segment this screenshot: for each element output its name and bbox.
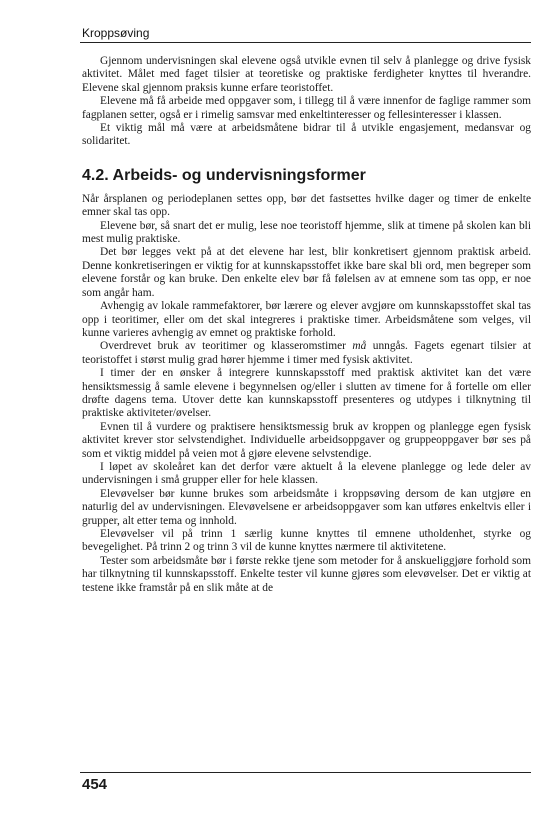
intro-paragraph-1: Gjennom undervisningen skal elevene også utvikle evnen til selv å planlegge og drive fysisk aktivitet. Målet med faget tilsier at teoretiske og praktiske ferdigheter knyttes til hverandre. Elevene skal gjennom praksis kunne erfare teoristoffet. (82, 55, 531, 94)
section-heading: 4.2. Arbeids- og undervisningsformer (82, 166, 366, 184)
footer-rule (80, 772, 531, 773)
section-paragraph-10: Elevøvelser vil på trinn 1 særlig kunne knyttes til emnene utholdenhet, styrke og bevegelighet. På trinn 2 og trinn 3 vil de kunne knyttes nærmere til aktivitetene. (82, 528, 531, 554)
emph-before: Overdrevet bruk av teoritimer og klasseromstimer (100, 340, 353, 353)
section-paragraph-4: Avhengig av lokale rammefaktorer, bør lærere og elever avgjøre om kunnskapsstoffet skal tas opp i teoritimer, eller om det skal integreres i praktiske timer. Arbeidsmåtene som velges, vil kunne varieres avhengig av emnet og praktiske forhold. (82, 300, 531, 339)
section-paragraph-9: Elevøvelser bør kunne brukes som arbeidsmåte i kroppsøving dersom de kan utgjøre en naturlig del av undervisningen. Elevøvelsene er arbeidsoppgaver som kan utføres enkeltvis eller i grupper, alt etter tema og innhold. (82, 487, 531, 527)
section-paragraph-11: Tester som arbeidsmåte bør i første rekke tjene som metoder for å anskueliggjøre forhold som har tilknytning til kunnskapsstoff. Enkelte tester vil kunne gjøres som elevøvelser. Det er viktig at testene ikke framstår på en slik måte at de (82, 554, 531, 594)
section-paragraph-2: Elevene bør, så snart det er mulig, lese noe teoristoff hjemme, slik at timene på skolen kan bli mest mulig praktiske. (82, 219, 531, 246)
header-rule (80, 42, 531, 43)
section-paragraph-3: Det bør legges vekt på at det elevene har lest, blir konkretisert gjennom praktisk arbeid. Denne konkretiseringen er viktig for at kunnskapsstoffet ikke bare skal bli ord, men begreper som elevene forstår og kan bruke. Den enkelte elev bør få følelsen av at emnene som tas opp, er noe som angår ham. (82, 246, 531, 299)
running-header: Kroppsøving (82, 26, 150, 40)
intro-paragraph-2: Elevene må få arbeide med oppgaver som, i tillegg til å være innenfor de faglige rammer som fagplanen setter, også er i rimelig samsvar med enkeltinteresser og fellesinteresser i klassen. (82, 95, 531, 121)
intro-paragraph-3: Et viktig mål må være at arbeidsmåtene bidrar til å utvikle engasjement, medansvar og solidaritet. (82, 122, 531, 148)
section-paragraph-1: Når årsplanen og periodeplanen settes opp, bør det fastsettes hvilke dager og timer de enkelte emner skal tas opp. (82, 192, 531, 219)
emphasis: må (352, 340, 367, 353)
section-paragraph-6: I timer der en ønsker å integrere kunnskapsstoff med praktisk aktivitet kan det være hensiktsmessig å samle elevene i begynnelsen og/eller i slutten av timene for å fortelle om eller drøfte dagens tema. Utover dette kan kunnskapsstoff presenteres og utdypes i tilknytning til praktiske aktiviteter/øvelser. (82, 367, 531, 420)
emph-after: unngås. Fagets egenart tilsier at teoristoffet i størst mulig grad hører hjemme i timer med fysisk aktivitet. (82, 340, 532, 366)
section-paragraph-7: Evnen til å vurdere og praktisere hensiktsmessig bruk av kroppen og planlegge egen fysisk aktivitet krever stor selvstendighet. Individuelle arbeidsoppgaver og gruppeoppgaver bør ses på som et viktig middel på veien mot å gjøre elevene selvstendige. (82, 420, 531, 460)
section-paragraph-8: I løpet av skoleåret kan det derfor være aktuelt å la elevene planlegge og lede deler av undervisningen i små grupper eller for hele klassen. (82, 460, 531, 487)
page-number: 454 (82, 776, 108, 793)
body-text (82, 55, 531, 595)
section-paragraph-5 (82, 340, 531, 367)
